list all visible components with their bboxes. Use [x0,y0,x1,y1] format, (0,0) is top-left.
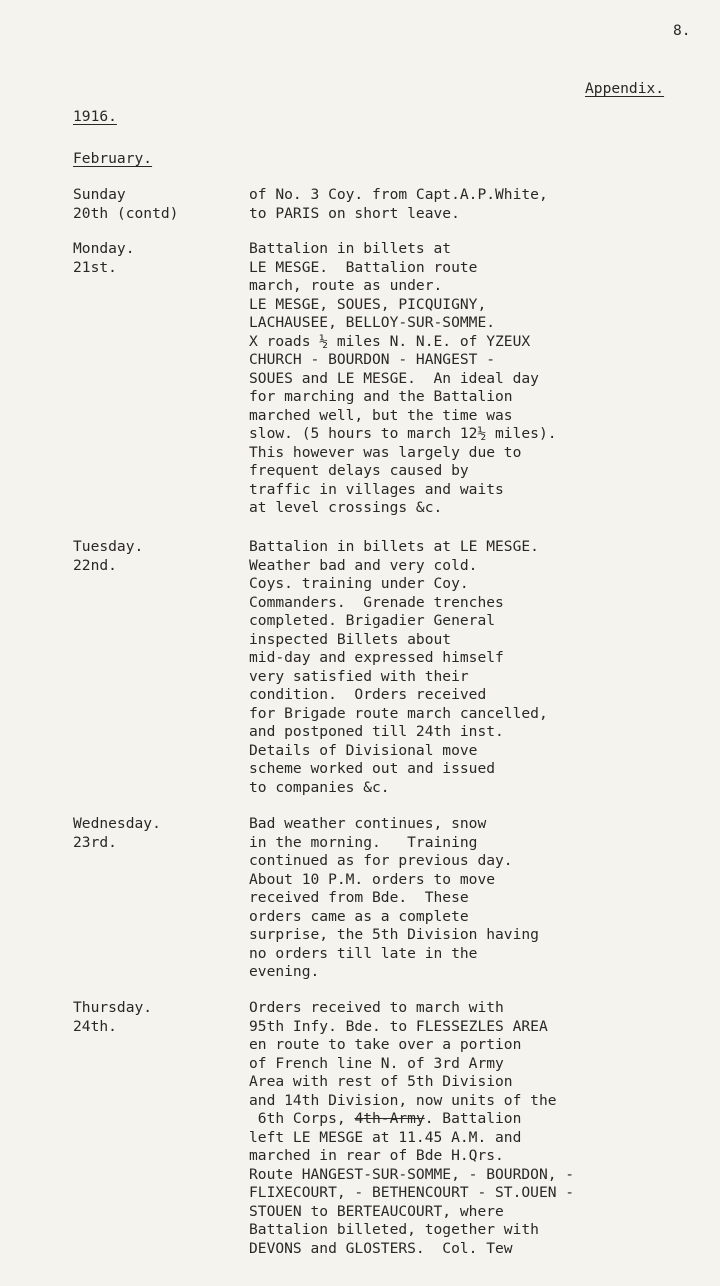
entry-text [249,186,548,223]
entry-date: Wednesday. 23rd. [73,815,161,851]
entry-text [249,240,557,518]
text-line: Commanders. Grenade trenches [249,593,504,611]
text-line: at level crossings &c. [249,499,443,516]
entry-text [249,815,539,982]
text-line: and postponed till 24th inst. [249,723,504,740]
text-line: DEVONS and GLOSTERS. Col. Tew [249,1239,513,1257]
text-line: Battalion in billets at [249,240,452,257]
entry-date: Thursday. 24th. [73,999,153,1035]
text-line: very satisfied with their [249,667,469,685]
text-line: and 14th Division, now units of the [249,1091,557,1109]
text-line: scheme worked out and issued [249,760,496,777]
text-line: of French line N. of 3rd Army [249,1054,504,1072]
text-line: STOUEN to BERTEAUCOURT, where [249,1202,504,1220]
text-line: received from Bde. These [249,889,469,906]
page-number: 8. [673,22,691,39]
text-line: Weather bad and very cold. [249,556,478,574]
text-line: no orders till late in the [249,944,478,962]
text-line: condition. Orders received [249,686,487,703]
entry-date: Monday. 21st. [73,240,135,276]
text-line: mid-day and expressed himself [249,649,504,666]
text-line: LE MESGE, SOUES, PICQUIGNY, [249,295,487,313]
text-line: inspected Billets about [249,630,452,648]
entry-text [249,999,574,1258]
entry-text [249,538,548,797]
text-line: Battalion billeted, together with [249,1221,539,1238]
text-line: Area with rest of 5th Division [249,1073,513,1090]
entry-date: Sunday 20th (contd) [73,186,179,222]
text-line: completed. Brigadier General [249,612,496,629]
text-line: for marching and the Battalion [249,388,513,405]
text-line: slow. (5 hours to march 12½ miles). [249,425,557,442]
month-heading: February. [73,150,153,167]
text-line: left LE MESGE at 11.45 A.M. and [249,1128,522,1146]
text-line: of No. 3 Coy. from Capt.A.P.White, [249,186,548,203]
text-line: FLIXECOURT, - BETHENCOURT - ST.OUEN - [249,1184,575,1201]
text-line: LE MESGE. Battalion route [249,258,478,276]
text-line: continued as for previous day. [249,852,513,869]
text-line: Orders received to march with [249,999,504,1016]
text-line: frequent delays caused by [249,462,469,479]
text-line: Route HANGEST-SUR-SOMME, - BOURDON, - [249,1165,575,1183]
text-line: march, route as under. [249,277,443,294]
text-segment: 6th Corps, [249,1110,355,1127]
text-line: About 10 P.M. orders to move [249,870,496,888]
text-line: Bad weather continues, snow [249,815,487,832]
text-line: CHURCH - BOURDON - HANGEST - [249,351,496,368]
text-line: in the morning. Training [249,833,478,851]
year-heading: 1916. [73,108,117,125]
text-line: for Brigade route march cancelled, [249,704,548,722]
text-line: Details of Divisional move [249,741,478,759]
text-segment: . Battalion [424,1110,522,1127]
text-line: en route to take over a portion [249,1036,522,1053]
struck-out-text: 4th-Army [354,1110,425,1127]
text-line-with-deletion [249,1110,574,1129]
text-line: to companies &c. [249,778,390,796]
entry-date: Tuesday. 22nd. [73,538,144,574]
appendix-heading: Appendix. [585,80,665,97]
text-line: LACHAUSEE, BELLOY-SUR-SOMME. [249,314,496,331]
text-line: Coys. training under Coy. [249,575,469,592]
text-line: marched well, but the time was [249,406,513,424]
text-line: traffic in villages and waits [249,480,504,498]
text-line: orders came as a complete [249,907,469,925]
text-line: marched in rear of Bde H.Qrs. [249,1147,504,1164]
text-line: surprise, the 5th Division having [249,926,539,943]
text-line: This however was largely due to [249,443,522,461]
text-line: SOUES and LE MESGE. An ideal day [249,369,539,387]
text-line: to PARIS on short leave. [249,204,460,222]
text-line: X roads ½ miles N. N.E. of YZEUX [249,332,531,350]
text-line: evening. [249,963,320,980]
text-line: Battalion in billets at LE MESGE. [249,538,539,555]
text-line: 95th Infy. Bde. to FLESSEZLES AREA [249,1017,548,1035]
